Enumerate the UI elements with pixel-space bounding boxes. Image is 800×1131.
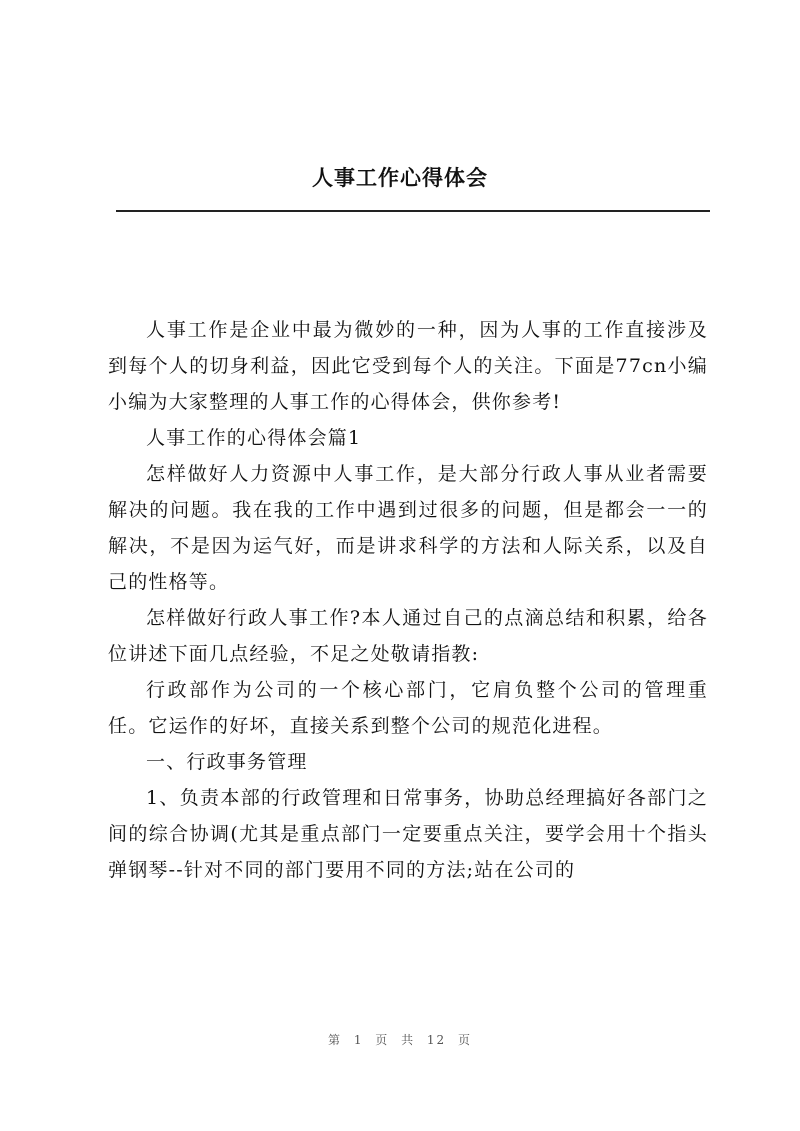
document-title: 人事工作心得体会 (312, 165, 488, 190)
title-underline (116, 210, 710, 212)
page-number-footer: 第 1 页 共 12 页 (328, 1033, 472, 1047)
body-paragraph: 1、负责本部的行政管理和日常事务，协助总经理搞好各部门之间的综合协调(尤其是重点部门一定要重点关注，要学会用十个指头弹钢琴--针对不同的部门要用不同的方法;站在公司的 (108, 787, 708, 881)
subsection-heading: 一、行政事务管理 (146, 751, 308, 773)
section-heading: 人事工作的心得体会篇1 (146, 427, 362, 449)
body-paragraph: 怎样做好行政人事工作?本人通过自己的点滴总结和积累，给各位讲述下面几点经验，不足之处敬请指教: (108, 607, 708, 665)
document-body (108, 312, 708, 888)
intro-paragraph: 人事工作是企业中最为微妙的一种，因为人事的工作直接涉及到每个人的切身利益，因此它受到每个人的关注。下面是77cn小编小编为大家整理的人事工作的心得体会，供你参考! (108, 319, 708, 413)
body-paragraph: 怎样做好人力资源中人事工作，是大部分行政人事从业者需要解决的问题。我在我的工作中遇到过很多的问题，但是都会一一的解决，不是因为运气好，而是讲求科学的方法和人际关系，以及自己的性格等。 (108, 463, 708, 593)
body-paragraph: 行政部作为公司的一个核心部门，它肩负整个公司的管理重任。它运作的好坏，直接关系到整个公司的规范化进程。 (108, 679, 708, 737)
